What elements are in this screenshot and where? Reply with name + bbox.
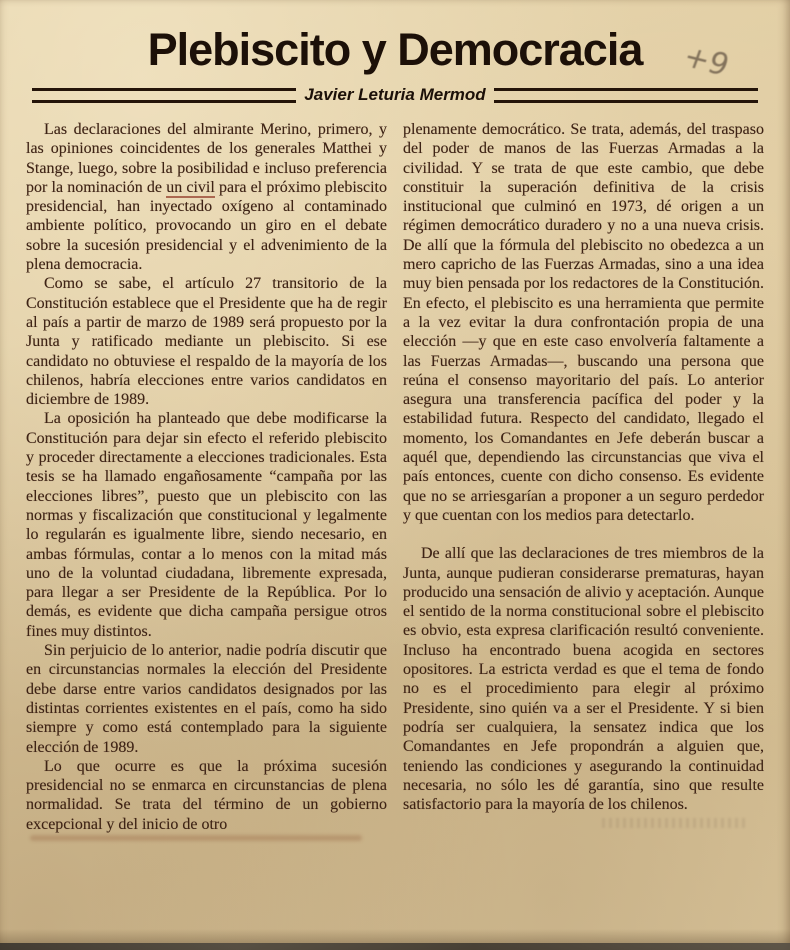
paragraph: La oposición ha planteado que debe modificarse la Constitución para dejar sin efecto el referido plebiscito y proceder directamente a elecciones tradicionales. Esta tesis se ha llamado engañosamente “campaña por las elecciones libres”, puesto que un plebiscito con las normas y fiscalización que constitucional y legalmente lo regularán es igualmente libre, siendo necesario, en ambas fórmulas, contar a lo menos con la mitad más uno de la voluntad ciudadana, libremente expresada, para llegar a ser Presidente de la República. Por lo demás, es evidente que dicha campaña persigue otros fines muy distintos. xyxy=(26,410,387,640)
paragraph: Las declaraciones del almirante Merino, primero, y las opiniones coincidentes de los generales Matthei y Stange, luego, sobre la posibilidad e incluso preferencia por la nominación de un civil para el próximo plebiscito presidencial, han inyectado oxígeno al contaminado ambiente político, provocando un giro en el debate sobre la sucesión presidencial y el advenimiento de la plena democracia. xyxy=(26,121,388,274)
stray-pencil-marks xyxy=(602,818,746,828)
article-byline: Javier Leturia Mermod xyxy=(304,85,486,104)
paragraph: Como se sabe, el artículo 27 transitorio de la Constitución establece que el Presidente que ha de regir al país a partir de marzo de 1989 será propuesto por la Junta y ratificado mediante un plebiscito. Si ese candidato no obtuviese el respaldo de la mayoría de los chilenos, habría elecciones entre varios candidatos en diciembre de 1989. xyxy=(26,275,387,409)
underlined-phrase: un civil xyxy=(166,178,215,196)
double-rule-right xyxy=(494,88,758,103)
article-body xyxy=(26,120,764,841)
scan-bottom-edge xyxy=(0,943,790,950)
handwritten-pencil-mark: +9 xyxy=(678,39,734,84)
right-column xyxy=(403,120,764,841)
paragraph: De allí que las declaraciones de tres miembros de la Junta, aunque pudieran considerarse prematuras, hayan producido una sensación de alivio y aceptación. Aunque el sentido de la norma constitucional sobre el plebiscito es obvio, esta expresa clarificación resultó conveniente. Incluso ha encontrado buena acogida en sectores opositores. La estricta verdad es que el tema de fondo no es el procedimiento para elegir al próximo Presidente, sino quién va a ser el Presidente. Y si bien podría ser cualquiera, la sensatez indica que los Comandantes en Jefe propondrán a alguien que, teniendo las condiciones y asegurando la continuidad necesaria, no sólo les dé garantía, sino que resulte satisfactorio para la mayoría de los chilenos. xyxy=(403,545,764,814)
paragraph: plenamente democrático. Se trata, además, del traspaso del poder de manos de las Fuerzas Armadas a la civilidad. Y se trata de que este cambio, que debe constituir la superación definitiva de la crisis institucional que culminó en 1973, dé origen a un régimen democrático duradero y no a una nueva crisis. De allí que la fórmula del plebiscito no obedezca a un mero capricho de las Fuerzas Armadas, sino a una idea muy bien pensada por los redactores de la Constitución. En efecto, el plebiscito es una herramienta que permite a la vez evitar la dura confrontación propia de una elección —y que en este caso envolvería faltamente a las Fuerzas Armadas—, buscando una persona que reúna el consenso mayoritario del país. Lo anterior asegura una transferencia pacífica del poder y la estabilidad futura. Respecto del candidato, llegado el momento, los Comandantes en Jefe deberán buscar a aquél que, dependiendo las circunstancias que viva el país entonces, cuente con dicho consenso. Es evidente que no se arriesgarían a proponer a un seguro perdedor y que cuentan con los medios para detectarlo. xyxy=(403,121,764,524)
scan-bottom-shadow xyxy=(0,929,790,943)
paragraph: Lo que ocurre es que la próxima sucesión presidencial no se enmarca en circunstancias de plena normalidad. Se trata del término de un gobierno excepcional y del inicio de otro xyxy=(26,757,387,833)
double-rule-left xyxy=(32,88,296,103)
left-column xyxy=(26,120,387,841)
article-title: Plebiscito y Democracia xyxy=(147,24,643,75)
byline-rule xyxy=(32,84,758,106)
paragraph: Sin perjuicio de lo anterior, nadie podría discutir que en circunstancias normales la elección del Presidente debe darse entre varios candidatos designados por las distintas corrientes existentes en el país, como ha sido siempre y como está contemplado para la siguiente elección de 1989. xyxy=(26,642,387,756)
pencil-smudge xyxy=(30,835,362,841)
